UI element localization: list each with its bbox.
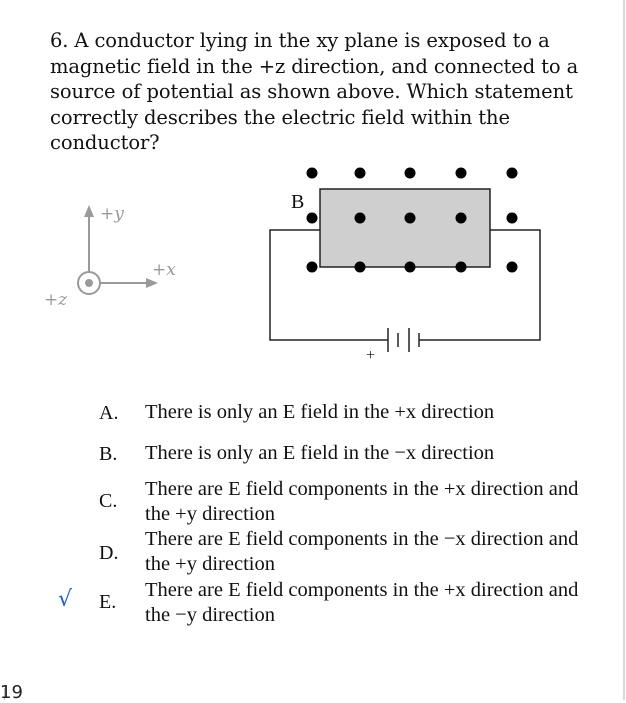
field-dot-icon (405, 168, 416, 179)
question-number: 6. (50, 29, 69, 52)
option-d-letter[interactable]: D. (99, 542, 119, 564)
battery-plus-label: + (366, 347, 376, 364)
option-c-letter[interactable]: C. (99, 490, 118, 512)
checkmark-icon: √ (58, 587, 73, 612)
field-dot-icon (507, 168, 518, 179)
field-dot-icon (355, 168, 366, 179)
field-dot-icon (355, 262, 366, 273)
field-dot-icon (507, 213, 518, 224)
option-a-text[interactable]: There is only an E field in the +x direction (145, 401, 495, 423)
field-dot-icon (307, 262, 318, 273)
field-dot-icon (456, 213, 467, 224)
field-dot-icon (456, 262, 467, 273)
field-dot-icon (307, 168, 318, 179)
axis-y-label: +y (100, 204, 124, 224)
field-dot-icon (405, 213, 416, 224)
field-dot-icon (307, 213, 318, 224)
option-b-text[interactable]: There is only an E field in the −x direction (145, 442, 495, 464)
axes-icon (44, 204, 176, 310)
conductor (320, 189, 490, 267)
battery-icon (366, 328, 429, 364)
z-axis-dot (85, 279, 93, 287)
field-label: B (291, 191, 305, 213)
y-axis-arrowhead (84, 205, 94, 217)
axis-x-label: +x (152, 260, 176, 280)
field-dot-icon (405, 262, 416, 273)
question-body: A conductor lying in the xy plane is exposed to a magnetic field in the +z direction, and connected to a source of potential as shown above. Which statement correctly describes the electric field within the conductor? (50, 29, 579, 154)
field-dot-icon (355, 213, 366, 224)
option-e-text[interactable]: There are E field components in the +x direction and the −y direction (145, 579, 579, 626)
field-dot-icon (507, 262, 518, 273)
option-d-text[interactable]: There are E field components in the −x direction and the +y direction (145, 528, 579, 575)
option-b-letter[interactable]: B. (99, 443, 118, 465)
option-c-text[interactable]: There are E field components in the +x direction and the +y direction (145, 478, 579, 525)
page-number: 19 (0, 682, 23, 703)
axis-z-label: +z (44, 290, 68, 310)
field-dot-icon (456, 168, 467, 179)
option-e-letter[interactable]: E. (99, 591, 117, 613)
option-a-letter[interactable]: A. (99, 402, 119, 424)
